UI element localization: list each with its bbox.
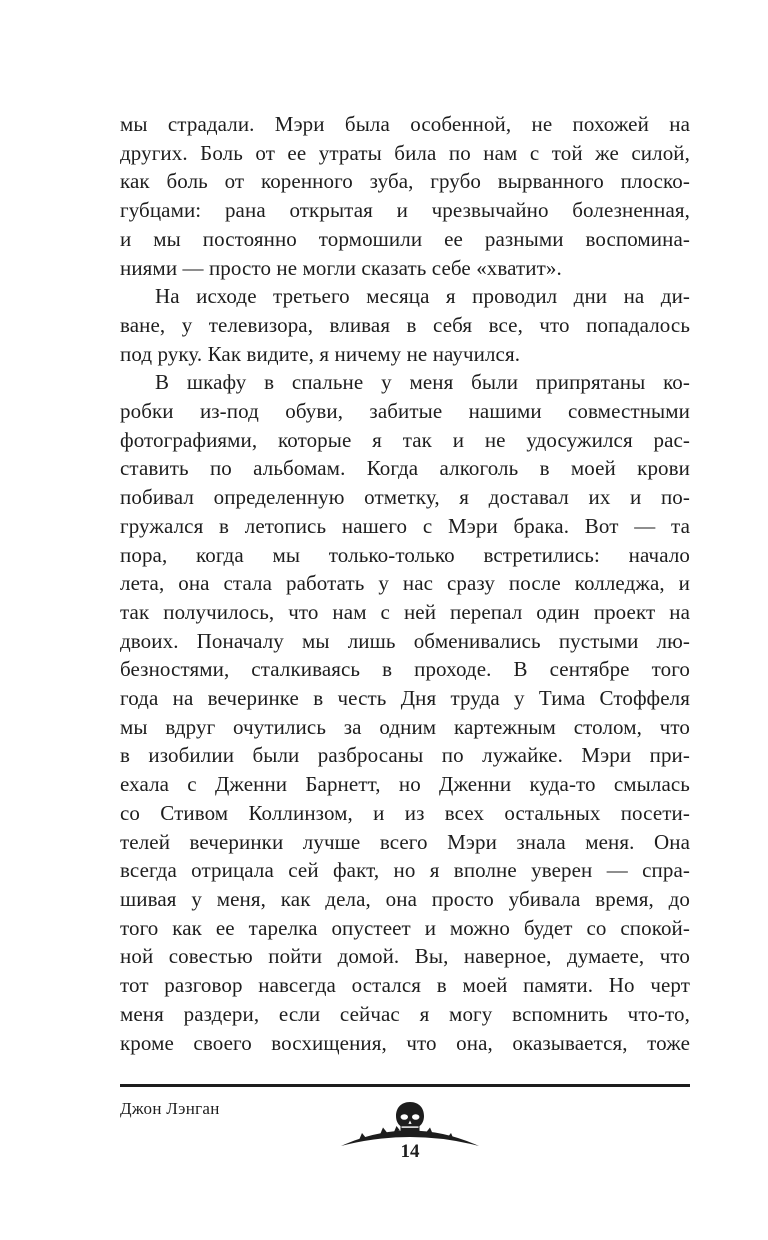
text-line: и мы постоянно тормошили ее разными воспомина-: [120, 226, 690, 251]
text-line: ехала с Дженни Барнетт, но Дженни куда-то смылась: [120, 772, 690, 797]
text-line: меня раздери, если сейчас я могу вспомнить что-то,: [120, 1001, 690, 1026]
text-line: робки из-под обуви, забитые нашими совместными: [120, 399, 690, 424]
text-line: других. Боль от ее утраты била по нам с той же силой,: [120, 140, 690, 165]
text-line: в изобилии были разбросаны по лужайке. Мэри при-: [120, 743, 690, 768]
text-line: двоих. Поначалу мы лишь обменивались пустыми лю-: [120, 628, 690, 653]
text-line: гружался в летопись нашего с Мэри брака. Вот — та: [120, 513, 690, 538]
body-text: [120, 110, 690, 1057]
text-line: того как ее тарелка опустеет и можно будет со спокой-: [120, 915, 690, 940]
text-line: губцами: рана открытая и чрезвычайно болезненная,: [120, 198, 690, 223]
text-line: года на вечеринке в честь Дня труда у Тима Стоффеля: [120, 686, 690, 711]
text-line: На исходе третьего месяца я проводил дни на ди-: [155, 284, 690, 309]
text-line: шивая у меня, как дела, она просто убивала время, до: [120, 886, 690, 911]
text-line: ной совестью пойти домой. Вы, наверное, думаете, что: [120, 944, 690, 969]
text-line: ставить по альбомам. Когда алкоголь в моей крови: [120, 456, 690, 481]
text-line: ниями — просто не могли сказать себе «хватит».: [120, 255, 562, 280]
text-line: под руку. Как видите, я ничему не научился.: [120, 341, 521, 366]
text-line: ване, у телевизора, вливая в себя все, что попадалось: [120, 312, 690, 337]
text-line: всегда отрицала сей факт, но я вполне уверен — спра-: [120, 858, 690, 883]
text-line: как боль от коренного зуба, грубо вырванного плоско-: [120, 169, 690, 194]
text-line: фотографиями, которые я так и не удосужился рас-: [120, 427, 690, 452]
running-footer-author: Джон Лэнган: [120, 1099, 220, 1118]
text-line: лета, она стала работать у нас сразу после колледжа, и: [120, 571, 690, 596]
text-line: безностями, сталкиваясь в проходе. В сентябре того: [120, 657, 690, 682]
text-line: В шкафу в спальне у меня были припрятаны ко-: [155, 370, 690, 395]
page-number: 14: [400, 1141, 420, 1162]
text-line: кроме своего восхищения, что она, оказывается, тоже: [120, 1030, 690, 1055]
text-line: пора, когда мы только-только встретились: начало: [120, 542, 690, 567]
text-line: телей вечеринки лучше всего Мэри знала меня. Она: [120, 829, 690, 854]
text-line: со Стивом Коллинзом, и из всех остальных посети-: [120, 800, 690, 825]
text-line: так получилось, что нам с ней перепал один проект на: [120, 599, 690, 624]
text-line: мы вдруг очутились за одним картежным столом, что: [120, 714, 690, 739]
footer-divider: [120, 1084, 690, 1087]
text-line: побивал определенную отметку, я доставал их и по-: [120, 485, 690, 510]
text-line: тот разговор навсегда остался в моей памяти. Но черт: [120, 973, 690, 998]
text-line: мы страдали. Мэри была особенной, не похожей на: [120, 112, 690, 136]
